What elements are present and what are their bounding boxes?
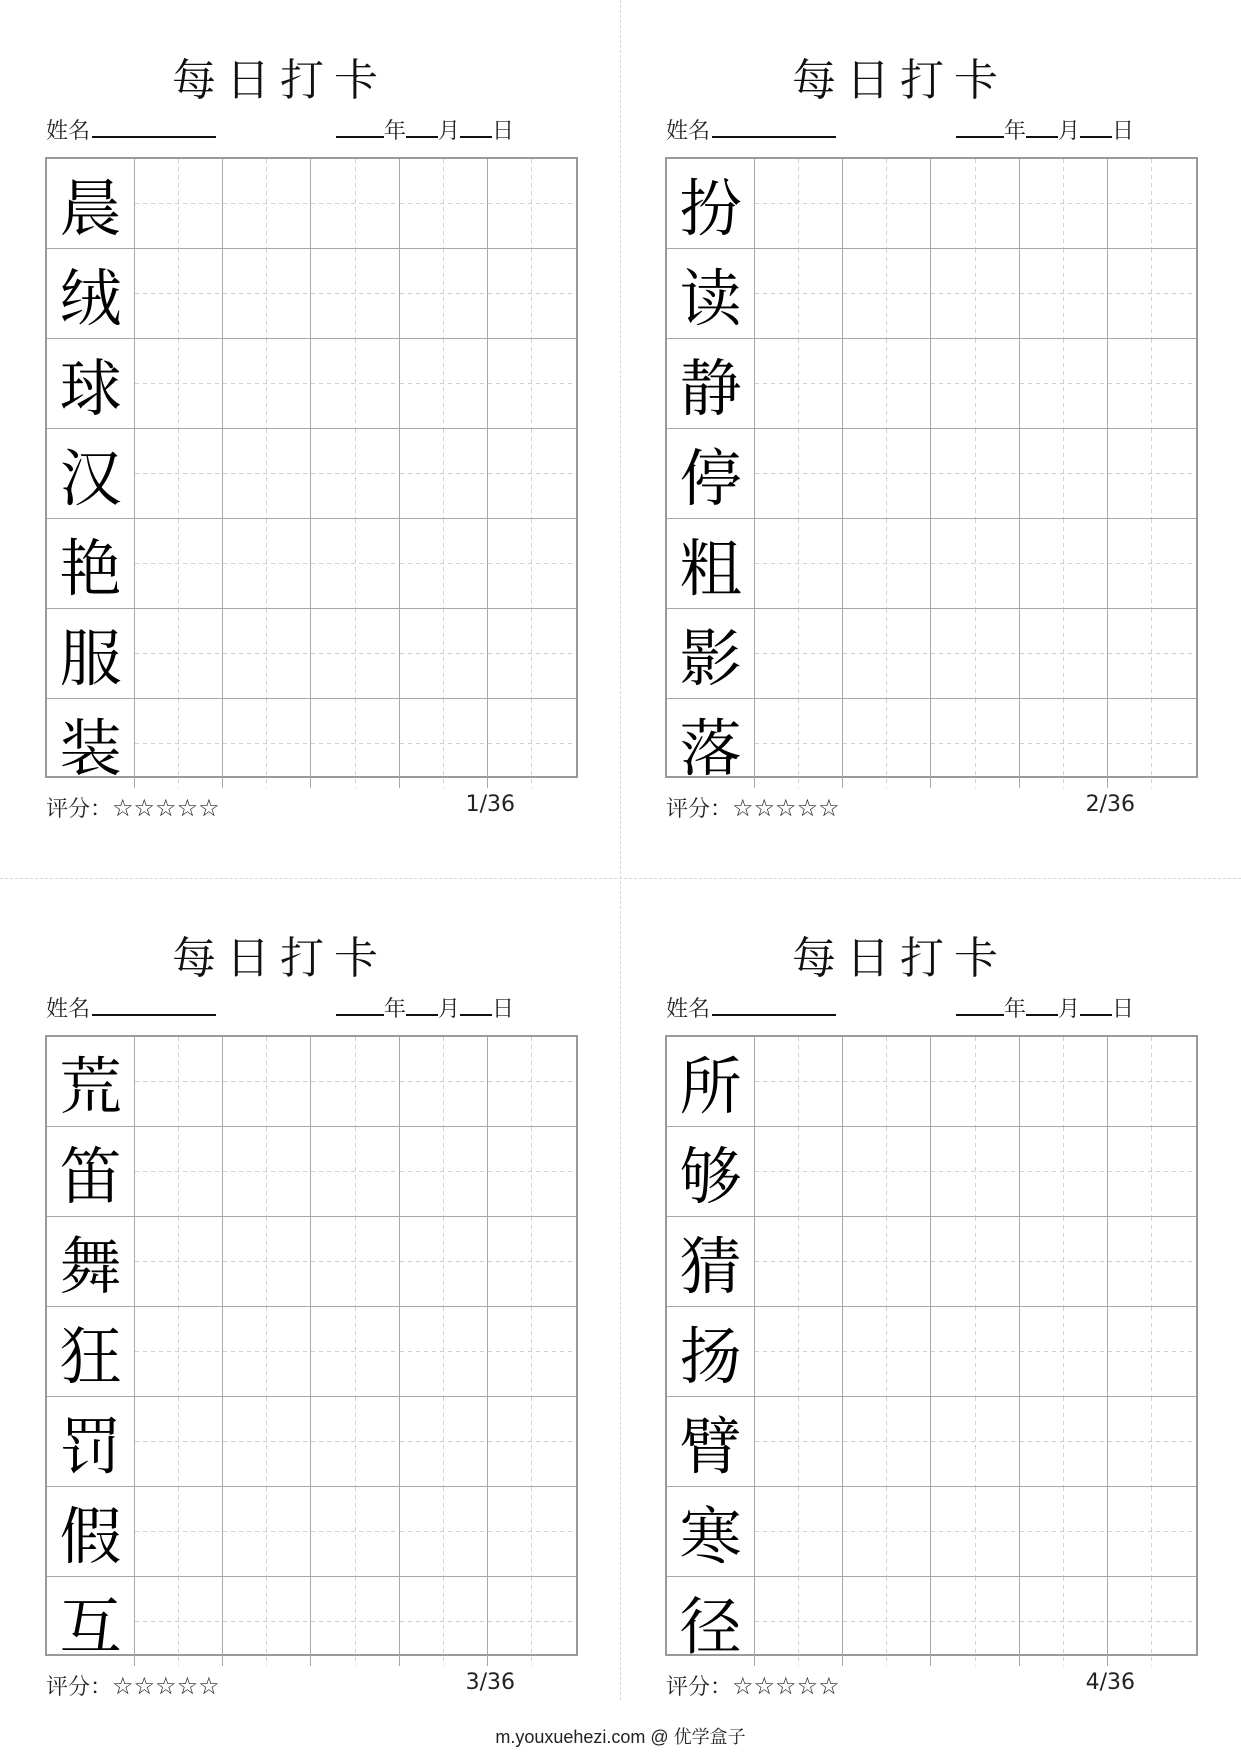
name-label: 姓名	[666, 997, 711, 1022]
month-blank[interactable]	[406, 116, 438, 138]
model-character: 装	[47, 699, 135, 788]
practice-card-4	[620, 878, 1180, 1698]
practice-cell[interactable]	[1108, 159, 1196, 249]
practice-cell[interactable]	[400, 429, 488, 519]
practice-cell[interactable]	[843, 429, 931, 519]
practice-cell[interactable]	[931, 249, 1019, 339]
practice-cell[interactable]	[223, 1307, 311, 1397]
day-label: 日	[1111, 997, 1134, 1022]
practice-cell[interactable]	[843, 609, 931, 699]
name-field[interactable]	[46, 992, 216, 1023]
practice-cell[interactable]	[843, 699, 931, 788]
model-character: 落	[667, 699, 755, 788]
model-character: 汉	[47, 429, 135, 519]
month-label: 月	[1057, 119, 1080, 144]
model-character: 假	[47, 1487, 135, 1577]
practice-cell[interactable]	[400, 1127, 488, 1217]
practice-cell[interactable]	[135, 159, 223, 249]
date-field	[956, 992, 1134, 1023]
practice-card-3	[0, 878, 560, 1698]
month-blank[interactable]	[1026, 116, 1058, 138]
practice-cell[interactable]	[311, 249, 399, 339]
practice-cell[interactable]	[400, 1307, 488, 1397]
model-character: 所	[667, 1037, 755, 1127]
practice-cell[interactable]	[223, 1217, 311, 1307]
practice-cell[interactable]	[931, 1397, 1019, 1487]
practice-cell[interactable]	[931, 1127, 1019, 1217]
day-label: 日	[491, 997, 514, 1022]
practice-cell[interactable]	[1108, 429, 1196, 519]
practice-cell[interactable]	[843, 159, 931, 249]
practice-cell[interactable]	[843, 1577, 931, 1666]
page-number: 3/36	[465, 1670, 515, 1695]
model-character: 够	[667, 1127, 755, 1217]
practice-cell[interactable]	[488, 1397, 576, 1487]
model-character: 互	[47, 1577, 135, 1666]
month-blank[interactable]	[1026, 994, 1058, 1016]
practice-cell[interactable]	[1108, 249, 1196, 339]
card-title: 每日打卡	[792, 55, 1008, 106]
practice-cell[interactable]	[223, 1487, 311, 1577]
practice-cell[interactable]	[135, 1127, 223, 1217]
practice-cell[interactable]	[931, 429, 1019, 519]
name-label: 姓名	[46, 997, 91, 1022]
practice-cell[interactable]	[400, 609, 488, 699]
practice-cell[interactable]	[223, 519, 311, 609]
practice-cell[interactable]	[755, 429, 843, 519]
practice-cell[interactable]	[931, 519, 1019, 609]
day-blank[interactable]	[460, 116, 492, 138]
practice-cell[interactable]	[843, 1307, 931, 1397]
model-character: 舞	[47, 1217, 135, 1307]
practice-cell[interactable]	[400, 339, 488, 429]
practice-cell[interactable]	[1020, 1487, 1108, 1577]
model-character: 艳	[47, 519, 135, 609]
practice-cell[interactable]	[755, 1217, 843, 1307]
practice-cell[interactable]	[488, 249, 576, 339]
practice-cell[interactable]	[1020, 1127, 1108, 1217]
model-character: 臂	[667, 1397, 755, 1487]
practice-cell[interactable]	[135, 1397, 223, 1487]
practice-card-1	[0, 0, 560, 820]
practice-cell[interactable]	[1108, 699, 1196, 788]
practice-cell[interactable]	[931, 1037, 1019, 1127]
practice-cell[interactable]	[1108, 519, 1196, 609]
name-field[interactable]	[666, 114, 836, 145]
practice-cell[interactable]	[755, 1037, 843, 1127]
practice-cell[interactable]	[931, 1577, 1019, 1666]
practice-cell[interactable]	[223, 1127, 311, 1217]
footer-credit: m.youxuehezi.com @ 优学盒子	[495, 1727, 746, 1747]
model-character: 影	[667, 609, 755, 699]
practice-cell[interactable]	[311, 1577, 399, 1666]
practice-cell[interactable]	[843, 1217, 931, 1307]
practice-cell[interactable]	[488, 339, 576, 429]
practice-cell[interactable]	[1108, 1127, 1196, 1217]
rating	[666, 1670, 840, 1701]
practice-cell[interactable]	[400, 519, 488, 609]
rating-label: 评分：	[46, 1675, 113, 1700]
practice-cell[interactable]	[1020, 1037, 1108, 1127]
name-blank[interactable]	[92, 116, 216, 138]
practice-cell[interactable]	[400, 1577, 488, 1666]
practice-cell[interactable]	[755, 609, 843, 699]
writing-grid	[45, 1035, 578, 1663]
practice-cell[interactable]	[488, 699, 576, 788]
writing-grid	[45, 157, 578, 785]
practice-cell[interactable]	[755, 699, 843, 788]
model-character: 停	[667, 429, 755, 519]
year-label: 年	[1003, 119, 1026, 144]
model-character: 绒	[47, 249, 135, 339]
practice-cell[interactable]	[135, 1307, 223, 1397]
date-field	[336, 114, 514, 145]
practice-cell[interactable]	[1020, 1307, 1108, 1397]
practice-cell[interactable]	[1108, 1487, 1196, 1577]
model-character: 晨	[47, 159, 135, 249]
rating	[666, 792, 840, 823]
practice-cell[interactable]	[135, 699, 223, 788]
practice-cell[interactable]	[400, 159, 488, 249]
practice-cell[interactable]	[931, 699, 1019, 788]
day-label: 日	[1111, 119, 1134, 144]
practice-cell[interactable]	[135, 519, 223, 609]
name-label: 姓名	[666, 119, 711, 144]
practice-cell[interactable]	[843, 249, 931, 339]
practice-cell[interactable]	[1020, 339, 1108, 429]
year-label: 年	[1003, 997, 1026, 1022]
practice-cell[interactable]	[400, 1397, 488, 1487]
practice-cell[interactable]	[311, 1037, 399, 1127]
practice-cell[interactable]	[223, 1397, 311, 1487]
practice-cell[interactable]	[931, 339, 1019, 429]
model-character: 径	[667, 1577, 755, 1666]
practice-cell[interactable]	[1020, 249, 1108, 339]
model-character: 猜	[667, 1217, 755, 1307]
practice-cell[interactable]	[311, 1487, 399, 1577]
practice-cell[interactable]	[843, 339, 931, 429]
model-character: 扮	[667, 159, 755, 249]
model-character: 狂	[47, 1307, 135, 1397]
practice-cell[interactable]	[135, 609, 223, 699]
page-number: 4/36	[1085, 1670, 1135, 1695]
name-blank[interactable]	[712, 994, 836, 1016]
model-character: 球	[47, 339, 135, 429]
day-blank[interactable]	[1080, 994, 1112, 1016]
practice-cell[interactable]	[223, 159, 311, 249]
practice-cell[interactable]	[755, 519, 843, 609]
practice-cell[interactable]	[223, 1037, 311, 1127]
practice-cell[interactable]	[400, 249, 488, 339]
name-label: 姓名	[46, 119, 91, 144]
year-blank[interactable]	[336, 116, 384, 138]
practice-cell[interactable]	[488, 519, 576, 609]
model-character: 粗	[667, 519, 755, 609]
practice-cell[interactable]	[311, 519, 399, 609]
practice-cell[interactable]	[223, 429, 311, 519]
practice-cell[interactable]	[1108, 1397, 1196, 1487]
practice-cell[interactable]	[135, 339, 223, 429]
month-label: 月	[437, 119, 460, 144]
practice-cell[interactable]	[223, 699, 311, 788]
name-blank[interactable]	[712, 116, 836, 138]
practice-cell[interactable]	[488, 1577, 576, 1666]
practice-cell[interactable]	[1108, 1037, 1196, 1127]
practice-cell[interactable]	[223, 1577, 311, 1666]
page-number: 2/36	[1085, 792, 1135, 817]
day-label: 日	[491, 119, 514, 144]
practice-cell[interactable]	[1108, 1307, 1196, 1397]
practice-cell[interactable]	[843, 1397, 931, 1487]
rating-stars-icon[interactable]: ☆☆☆☆☆	[732, 1672, 840, 1700]
model-character: 寒	[667, 1487, 755, 1577]
writing-grid	[665, 1035, 1198, 1663]
rating-stars-icon[interactable]: ☆☆☆☆☆	[112, 794, 220, 822]
practice-cell[interactable]	[1108, 339, 1196, 429]
rating-label: 评分：	[46, 797, 113, 822]
practice-cell[interactable]	[843, 1037, 931, 1127]
practice-cell[interactable]	[843, 1127, 931, 1217]
practice-cell[interactable]	[755, 159, 843, 249]
practice-cell[interactable]	[223, 609, 311, 699]
date-field	[336, 992, 514, 1023]
practice-cell[interactable]	[311, 339, 399, 429]
practice-cell[interactable]	[1020, 1217, 1108, 1307]
practice-cell[interactable]	[843, 1487, 931, 1577]
practice-cell[interactable]	[311, 429, 399, 519]
practice-cell[interactable]	[1108, 609, 1196, 699]
name-field[interactable]	[46, 114, 216, 145]
rating	[46, 792, 220, 823]
practice-cell[interactable]	[488, 1487, 576, 1577]
practice-cell[interactable]	[755, 1397, 843, 1487]
practice-cell[interactable]	[400, 1487, 488, 1577]
practice-cell[interactable]	[488, 429, 576, 519]
practice-cell[interactable]	[488, 1037, 576, 1127]
month-blank[interactable]	[406, 994, 438, 1016]
practice-cell[interactable]	[400, 1217, 488, 1307]
practice-cell[interactable]	[311, 159, 399, 249]
practice-cell[interactable]	[931, 609, 1019, 699]
card-title: 每日打卡	[172, 933, 388, 984]
model-character: 静	[667, 339, 755, 429]
practice-cell[interactable]	[488, 1307, 576, 1397]
rating-stars-icon[interactable]: ☆☆☆☆☆	[112, 1672, 220, 1700]
practice-cell[interactable]	[843, 519, 931, 609]
model-character: 笛	[47, 1127, 135, 1217]
practice-cell[interactable]	[135, 1037, 223, 1127]
practice-cell[interactable]	[755, 249, 843, 339]
practice-cell[interactable]	[400, 699, 488, 788]
name-field[interactable]	[666, 992, 836, 1023]
rating	[46, 1670, 220, 1701]
practice-cell[interactable]	[311, 1217, 399, 1307]
practice-cell[interactable]	[755, 1307, 843, 1397]
page-number: 1/36	[465, 792, 515, 817]
practice-cell[interactable]	[931, 1307, 1019, 1397]
year-label: 年	[383, 997, 406, 1022]
practice-cell[interactable]	[311, 609, 399, 699]
practice-cell[interactable]	[488, 159, 576, 249]
practice-cell[interactable]	[311, 699, 399, 788]
card-title: 每日打卡	[792, 933, 1008, 984]
practice-cell[interactable]	[1108, 1577, 1196, 1666]
month-label: 月	[437, 997, 460, 1022]
practice-cell[interactable]	[135, 1217, 223, 1307]
rating-label: 评分：	[666, 797, 733, 822]
practice-cell[interactable]	[135, 429, 223, 519]
practice-cell[interactable]	[488, 609, 576, 699]
practice-cell[interactable]	[1108, 1217, 1196, 1307]
practice-cell[interactable]	[400, 1037, 488, 1127]
model-character: 服	[47, 609, 135, 699]
year-blank[interactable]	[336, 994, 384, 1016]
rating-label: 评分：	[666, 1675, 733, 1700]
model-character: 读	[667, 249, 755, 339]
practice-cell[interactable]	[223, 249, 311, 339]
day-blank[interactable]	[1080, 116, 1112, 138]
writing-grid	[665, 157, 1198, 785]
practice-cell[interactable]	[931, 159, 1019, 249]
practice-cell[interactable]	[1020, 609, 1108, 699]
practice-cell[interactable]	[311, 1307, 399, 1397]
practice-cell[interactable]	[1020, 159, 1108, 249]
rating-stars-icon[interactable]: ☆☆☆☆☆	[732, 794, 840, 822]
practice-cell[interactable]	[488, 1127, 576, 1217]
practice-cell[interactable]	[1020, 1577, 1108, 1666]
practice-cell[interactable]	[223, 339, 311, 429]
practice-cell[interactable]	[135, 249, 223, 339]
year-blank[interactable]	[956, 994, 1004, 1016]
practice-cell[interactable]	[931, 1487, 1019, 1577]
practice-cell[interactable]	[488, 1217, 576, 1307]
practice-cell[interactable]	[311, 1127, 399, 1217]
model-character: 扬	[667, 1307, 755, 1397]
practice-cell[interactable]	[1020, 519, 1108, 609]
practice-cell[interactable]	[135, 1487, 223, 1577]
practice-cell[interactable]	[755, 1127, 843, 1217]
model-character: 荒	[47, 1037, 135, 1127]
card-title: 每日打卡	[172, 55, 388, 106]
year-blank[interactable]	[956, 116, 1004, 138]
month-label: 月	[1057, 997, 1080, 1022]
practice-cell[interactable]	[1020, 699, 1108, 788]
name-blank[interactable]	[92, 994, 216, 1016]
practice-cell[interactable]	[755, 1487, 843, 1577]
practice-card-2	[620, 0, 1180, 820]
model-character: 罚	[47, 1397, 135, 1487]
practice-cell[interactable]	[1020, 429, 1108, 519]
year-label: 年	[383, 119, 406, 144]
day-blank[interactable]	[460, 994, 492, 1016]
practice-cell[interactable]	[755, 339, 843, 429]
practice-cell[interactable]	[311, 1397, 399, 1487]
practice-cell[interactable]	[755, 1577, 843, 1666]
practice-cell[interactable]	[135, 1577, 223, 1666]
date-field	[956, 114, 1134, 145]
practice-cell[interactable]	[931, 1217, 1019, 1307]
practice-cell[interactable]	[1020, 1397, 1108, 1487]
